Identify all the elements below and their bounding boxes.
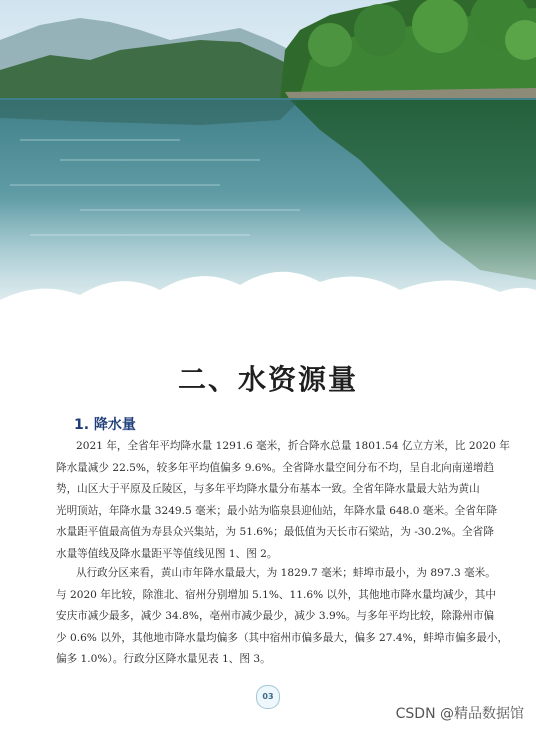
- paragraph-line: 降水量减少 22.5%，较多年平均值偏多 9.6%。全省降水量空间分布不均，呈自北向南递增趋: [56, 461, 495, 474]
- paragraph-1: [56, 436, 510, 566]
- paragraph-line: 从行政分区来看，黄山市年降水量最大，为 1829.7 毫米；蚌埠市最小，为 897.3 毫米。: [76, 567, 496, 579]
- water-drop-icon: [256, 685, 280, 709]
- paragraph-line: 水量等值线及降水量距平等值线见图 1、图 2。: [56, 547, 278, 560]
- lake-hero-image: [0, 0, 536, 360]
- paragraph-line: 水量距平值最高值为寿县众兴集站，为 51.6%；最低值为天长市石梁站，为 -30.2%。全省降: [56, 526, 494, 539]
- page-title: 二、水资源量: [177, 363, 358, 396]
- paragraph-line: 光明顶站，年降水量 3249.5 毫米；最小站为临泉县迎仙站，年降水量 648.0 毫米。全省年降: [56, 504, 498, 517]
- paragraph-line: 偏多 1.0%）。行政分区降水量见表 1、图 3。: [56, 653, 271, 666]
- paragraph-2: [56, 563, 509, 671]
- section-heading-precipitation: 1. 降水量: [74, 417, 136, 433]
- paragraph-line: 势，山区大于平原及丘陵区，与多年平均降水量分布基本一致。全省年降水量最大站为黄山: [56, 483, 480, 496]
- watermark: CSDN @精品数据馆: [395, 706, 524, 722]
- page-number-text: 03: [262, 692, 274, 701]
- paragraph-line: 安庆市减少最多，减少 34.8%，亳州市减少最少，减少 3.9%。与多年平均比较，除滁州市偏: [56, 610, 495, 623]
- paragraph-line: 2021 年，全省年平均降水量 1291.6 毫米，折合降水总量 1801.54 亿立方米，比 2020 年: [76, 440, 510, 452]
- paragraph-line: 少 0.6% 以外，其他地市降水量均偏多（其中宿州市偏多最大，偏多 27.4%，蚌埠市偏多最小，: [56, 631, 509, 644]
- lake-landscape-illustration: [0, 0, 536, 360]
- paragraph-line: 与 2020 年比较，除淮北、宿州分别增加 5.1%、11.6% 以外，其他地市降水量均减少，其中: [56, 588, 496, 601]
